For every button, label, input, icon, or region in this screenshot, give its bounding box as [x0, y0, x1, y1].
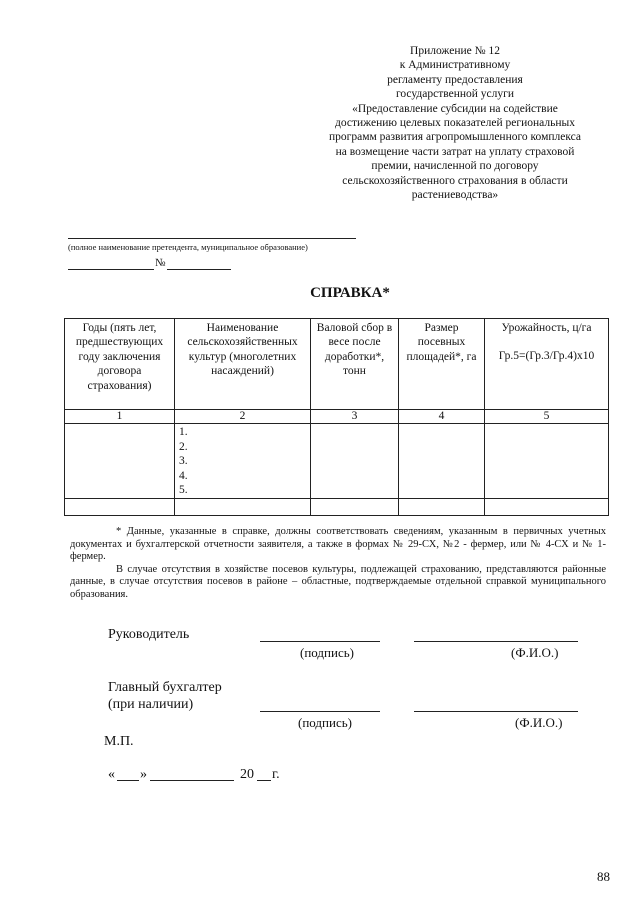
appendix-line: к Административному — [399, 59, 511, 72]
empty-cell — [485, 499, 609, 516]
crop-item: 4. — [179, 469, 188, 482]
empty-cell — [175, 499, 311, 516]
yield-label: Урожайность, ц/га — [501, 322, 592, 334]
date-year-line — [257, 780, 271, 781]
page-number: 88 — [597, 869, 610, 884]
applicant-name-line — [68, 238, 356, 239]
header-crops: Наименование сельскохозяйственных культур (многолетних насаждений) — [175, 319, 311, 410]
table-row — [65, 424, 609, 499]
header-area: Размер посевных площадей*, га — [399, 319, 485, 410]
empty-cell — [65, 499, 175, 516]
column-number: 2 — [175, 410, 311, 424]
appendix-line: программ развития агропромышленного комплекса — [328, 131, 581, 144]
footnote-paragraph: В случае отсутствия в хозяйстве посевов культуры, подлежащей страхованию, представляются районные данные, в случае отсутствия посевов в районе – областные, подтверждаемые отдельной справкой муниципального образования. — [70, 563, 606, 600]
date-blank-line — [68, 269, 154, 270]
applicant-note: (полное наименование претендента, муниципальное образование) — [68, 242, 308, 252]
empty-cell — [311, 499, 399, 516]
accountant-name-hint: (Ф.И.О.) — [515, 715, 563, 730]
gross-yield-cell — [311, 424, 399, 499]
table-row — [65, 499, 609, 516]
head-label: Руководитель — [108, 627, 190, 642]
column-number: 3 — [311, 410, 399, 424]
appendix-header — [300, 44, 610, 202]
date-quote-open: « — [108, 767, 115, 782]
stamp-label: М.П. — [104, 734, 134, 749]
number-blank-line — [167, 269, 231, 270]
crop-item: 3. — [179, 455, 188, 467]
yield-formula: Гр.5=(Гр.3/Гр.4)х10 — [498, 350, 595, 363]
column-number: 1 — [65, 410, 175, 424]
date-quote-close: » — [140, 767, 147, 782]
yield-cell — [485, 424, 609, 499]
crop-item: 2. — [179, 440, 188, 453]
crop-yield-table — [64, 318, 609, 516]
appendix-line: «Предоставление субсидии на содействие — [352, 102, 558, 115]
date-year-prefix: 20 — [240, 767, 254, 782]
table-number-row — [65, 410, 609, 424]
appendix-line: достижению целевых показателей региональных — [335, 117, 575, 130]
date-year-suffix: г. — [272, 767, 280, 782]
appendix-line: государственной услуги — [395, 88, 515, 101]
head-name-hint: (Ф.И.О.) — [511, 645, 559, 660]
years-cell — [65, 424, 175, 499]
accountant-label: Главный бухгалтер — [108, 680, 222, 695]
head-name-line — [414, 641, 578, 642]
table-header-row — [65, 319, 609, 410]
number-sign: № — [155, 257, 166, 269]
accountant-optional-label: (при наличии) — [108, 697, 194, 712]
header-years: Годы (пять лет, предшествующих году заключения договора страхования) — [65, 319, 175, 410]
header-gross-yield: Валовой сбор в весе после доработки*, тонн — [311, 319, 399, 410]
accountant-signature-hint: (подпись) — [298, 715, 352, 730]
header-yield — [485, 319, 609, 410]
date-month-line — [150, 780, 234, 781]
appendix-line: Приложение № 12 — [410, 45, 500, 57]
empty-cell — [399, 499, 485, 516]
appendix-line: на возмещение части затрат на уплату страховой — [335, 145, 575, 158]
appendix-line: сельскохозяйственного страхования в области — [342, 174, 568, 187]
accountant-signature-line — [260, 711, 380, 712]
crops-cell — [175, 424, 311, 499]
footnote-paragraph: * Данные, указанные в справке, должны соответствовать сведениям, указанным в первичных учетных документах и бухгалтерской отчетности заявителя, а также в формах № 29-СХ, №2 - фермер, или № 4-СХ и № 1-фермер. — [70, 526, 606, 563]
area-cell — [399, 424, 485, 499]
appendix-line: регламенту предоставления — [387, 73, 523, 86]
appendix-line: растениеводства» — [411, 189, 499, 202]
footnote — [70, 526, 606, 602]
column-number: 4 — [399, 410, 485, 424]
document-title: СПРАВКА* — [310, 285, 390, 301]
date-day-line — [117, 780, 139, 781]
column-number: 5 — [485, 410, 609, 424]
crop-item: 5. — [179, 484, 188, 496]
head-signature-hint: (подпись) — [300, 645, 354, 660]
crop-item: 1. — [179, 426, 188, 438]
appendix-line: премии, начисленной по договору — [371, 160, 539, 173]
head-signature-line — [260, 641, 380, 642]
accountant-name-line — [414, 711, 578, 712]
